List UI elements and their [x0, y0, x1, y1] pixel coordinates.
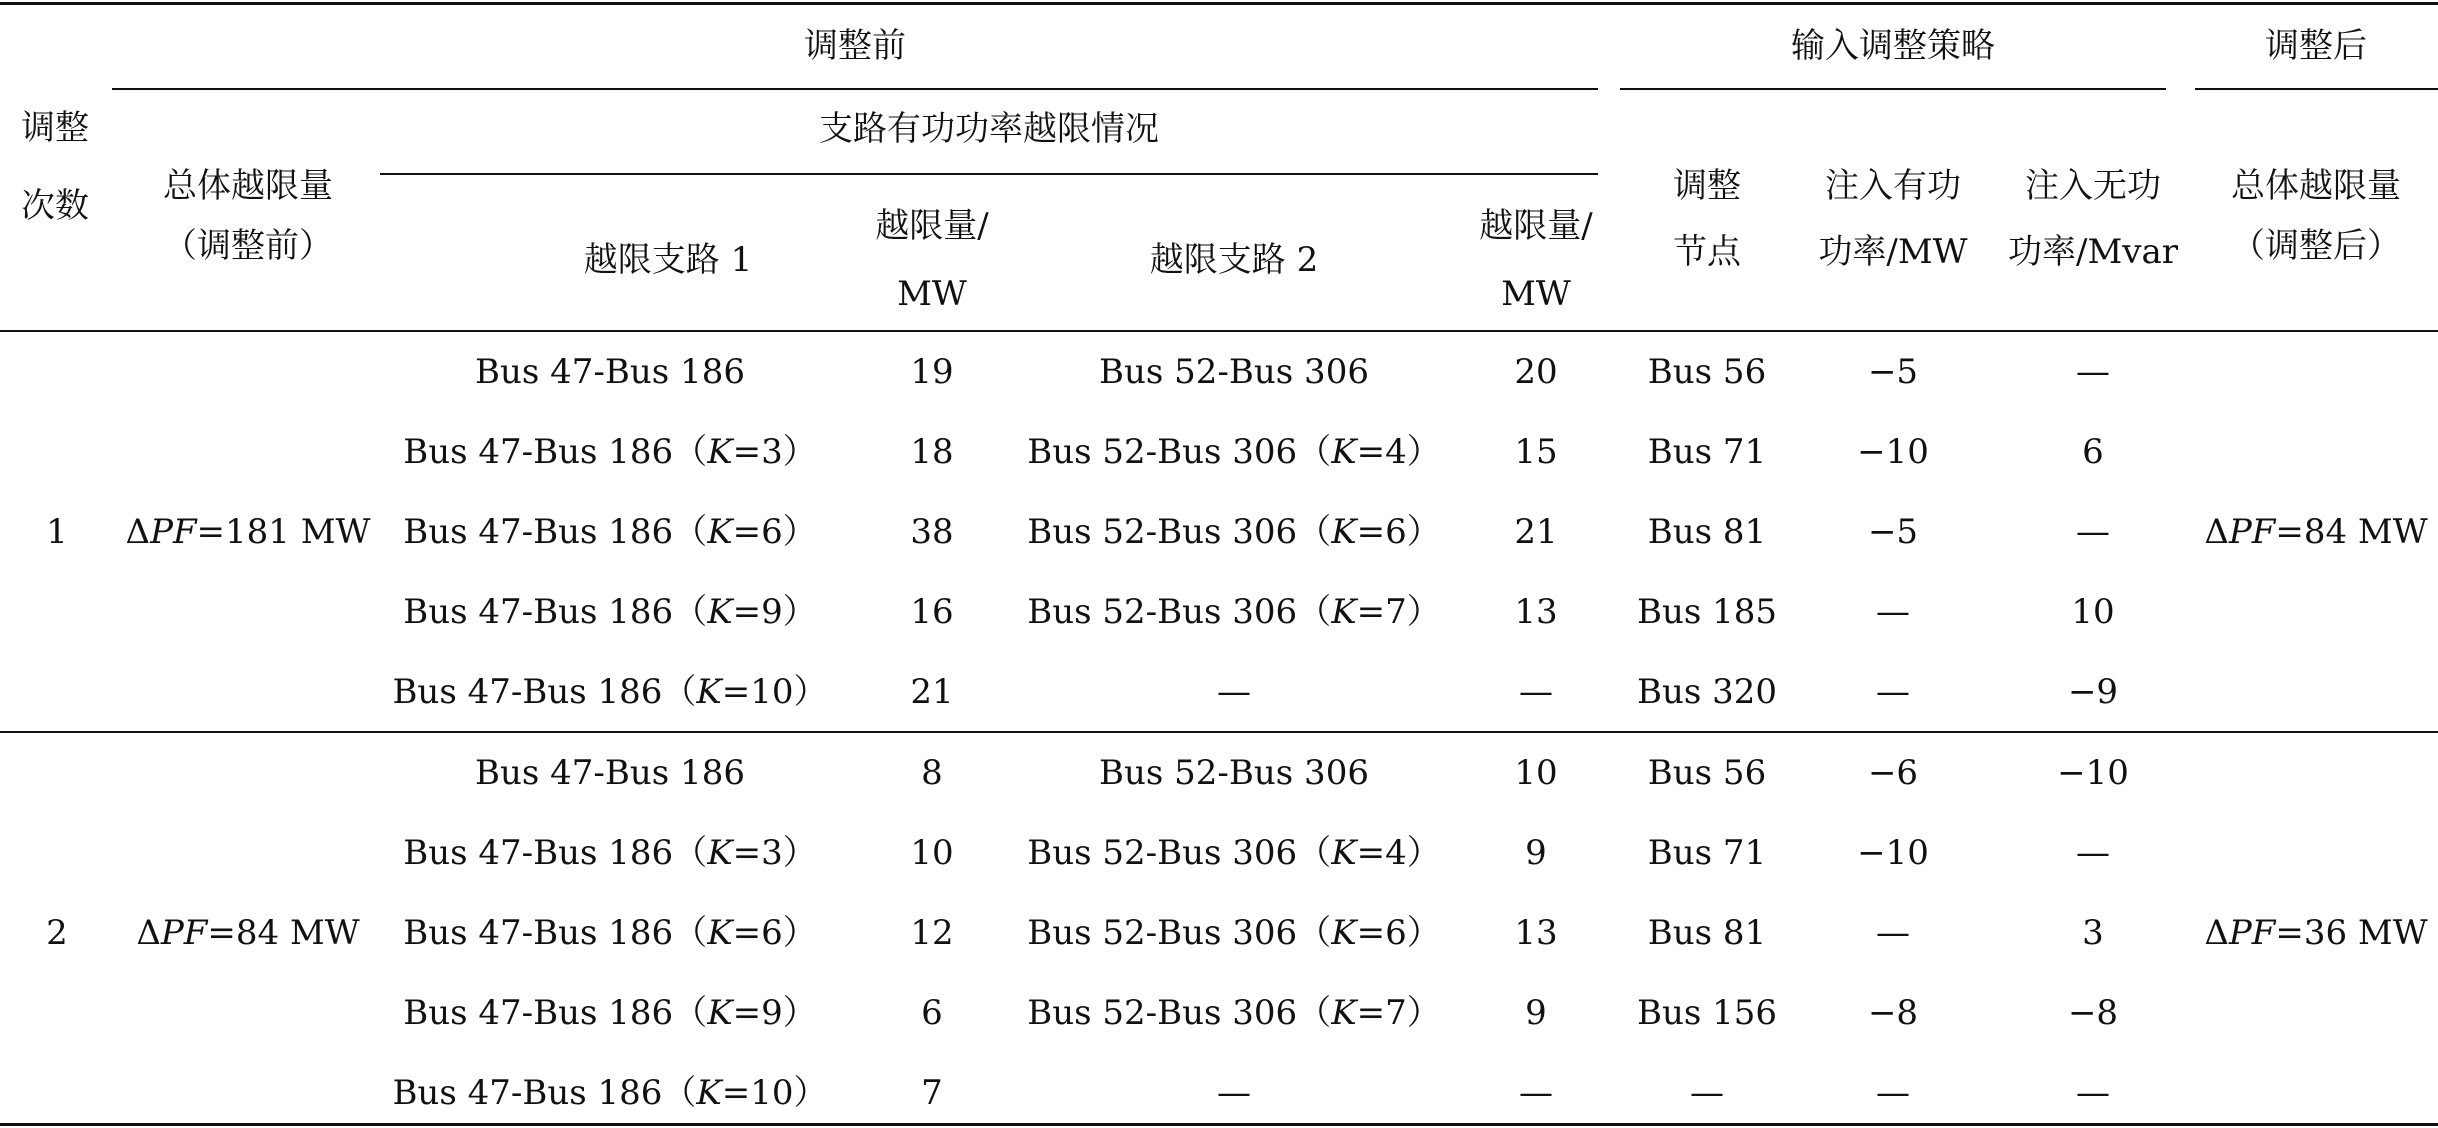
total-after-cell: ΔPF=84 MW — [2204, 512, 2428, 552]
header-branch-overlimit: 支路有功功率越限情况 — [819, 109, 1159, 149]
branch1-cell: Bus 47-Bus 186（K=6） — [403, 913, 817, 953]
branch2-cell: — — [1217, 672, 1251, 712]
node-cell: Bus 320 — [1636, 672, 1778, 712]
amount1-cell: 10 — [910, 833, 954, 873]
q-inject-cell: — — [2076, 352, 2110, 392]
branch1-cell: Bus 47-Bus 186（K=10） — [392, 1073, 828, 1113]
amount1-cell: 18 — [910, 432, 954, 472]
branch2-cell: Bus 52-Bus 306（K=7） — [1027, 592, 1441, 632]
branch2-cell: Bus 52-Bus 306（K=7） — [1027, 993, 1441, 1033]
node-cell: Bus 156 — [1636, 993, 1778, 1033]
p-inject-cell: −10 — [1857, 833, 1929, 873]
amount2-cell: 9 — [1525, 993, 1547, 1033]
round-number-cell: 1 — [46, 512, 68, 552]
branch1-cell: Bus 47-Bus 186（K=10） — [392, 672, 828, 712]
q-inject-cell: 10 — [2071, 592, 2115, 632]
amount1-cell: 6 — [921, 993, 943, 1033]
total-before-cell: ΔPF=84 MW — [136, 913, 360, 953]
round-number-cell: 2 — [46, 913, 68, 953]
amount1-cell: 21 — [910, 672, 954, 712]
amount1-cell: 16 — [910, 592, 954, 632]
branch1-cell: Bus 47-Bus 186 — [475, 352, 745, 392]
q-inject-cell: −9 — [2067, 672, 2119, 712]
p-inject-cell: −8 — [1867, 993, 1919, 1033]
header-strategy: 输入调整策略 — [1791, 26, 1995, 66]
q-inject-cell: — — [2076, 1073, 2110, 1113]
node-cell: — — [1690, 1073, 1724, 1113]
header-bottom-rule — [0, 330, 2438, 332]
node-cell: Bus 56 — [1647, 352, 1767, 392]
amount1-cell: 7 — [921, 1073, 943, 1113]
header-total-before-line2: （调整前） — [163, 226, 333, 266]
p-inject-cell: −5 — [1867, 512, 1919, 552]
q-inject-cell: −8 — [2067, 993, 2119, 1033]
total-before-cell: ΔPF=181 MW — [125, 512, 371, 552]
p-inject-cell: — — [1876, 592, 1910, 632]
header-amount2-line1: 越限量/ — [1479, 206, 1593, 246]
header-amount1-line2: MW — [897, 274, 967, 314]
node-cell: Bus 71 — [1647, 432, 1767, 472]
q-inject-cell: −10 — [2057, 753, 2129, 793]
node-cell: Bus 56 — [1647, 753, 1767, 793]
branch1-cell: Bus 47-Bus 186（K=3） — [403, 833, 817, 873]
p-inject-cell: −10 — [1857, 432, 1929, 472]
amount1-cell: 12 — [910, 913, 954, 953]
header-node-line1: 调整 — [1673, 166, 1741, 206]
table-bottom-rule — [0, 1123, 2438, 1126]
header-p-inject-line1: 注入有功 — [1825, 166, 1961, 206]
total-after-cell: ΔPF=36 MW — [2204, 913, 2428, 953]
after-group-rule — [2195, 88, 2438, 90]
header-total-after-line1: 总体越限量 — [2231, 166, 2401, 206]
amount2-cell: 20 — [1514, 352, 1558, 392]
branch2-cell: Bus 52-Bus 306（K=6） — [1027, 512, 1441, 552]
branch2-cell: Bus 52-Bus 306（K=6） — [1027, 913, 1441, 953]
branch1-cell: Bus 47-Bus 186（K=6） — [403, 512, 817, 552]
header-total-before-line1: 总体越限量 — [163, 166, 333, 206]
branch2-cell: Bus 52-Bus 306 — [1099, 352, 1369, 392]
amount1-cell: 8 — [921, 753, 943, 793]
header-q-inject-line1: 注入无功 — [2025, 166, 2161, 206]
branch-overlimit-rule — [380, 173, 1598, 175]
branch2-cell: Bus 52-Bus 306（K=4） — [1027, 432, 1441, 472]
strategy-group-rule — [1620, 88, 2166, 90]
p-inject-cell: — — [1876, 672, 1910, 712]
branch2-cell: Bus 52-Bus 306 — [1099, 753, 1369, 793]
node-cell: Bus 81 — [1647, 512, 1767, 552]
table-top-rule — [0, 2, 2438, 5]
before-group-rule — [112, 88, 1598, 90]
branch1-cell: Bus 47-Bus 186 — [475, 753, 745, 793]
header-before: 调整前 — [804, 26, 906, 66]
node-cell: Bus 71 — [1647, 833, 1767, 873]
q-inject-cell: 3 — [2082, 913, 2104, 953]
header-amount2-line2: MW — [1501, 274, 1571, 314]
amount2-cell: — — [1519, 672, 1553, 712]
branch2-cell: Bus 52-Bus 306（K=4） — [1027, 833, 1441, 873]
header-branch2: 越限支路 2 — [1149, 240, 1319, 280]
header-p-inject-line2: 功率/MW — [1818, 232, 1968, 272]
header-node-line2: 节点 — [1673, 232, 1741, 272]
header-branch1: 越限支路 1 — [583, 240, 753, 280]
node-cell: Bus 81 — [1647, 913, 1767, 953]
q-inject-cell: 6 — [2082, 432, 2104, 472]
amount2-cell: 13 — [1514, 592, 1558, 632]
branch1-cell: Bus 47-Bus 186（K=3） — [403, 432, 817, 472]
amount2-cell: 21 — [1514, 512, 1558, 552]
p-inject-cell: — — [1876, 913, 1910, 953]
group-separator-rule — [0, 731, 2438, 733]
header-round-line2: 次数 — [21, 186, 89, 226]
branch1-cell: Bus 47-Bus 186（K=9） — [403, 592, 817, 632]
amount2-cell: 13 — [1514, 913, 1558, 953]
amount2-cell: 15 — [1514, 432, 1558, 472]
header-amount1-line1: 越限量/ — [875, 206, 989, 246]
header-q-inject-line2: 功率/Mvar — [2008, 232, 2178, 272]
node-cell: Bus 185 — [1636, 592, 1778, 632]
amount2-cell: 10 — [1514, 753, 1558, 793]
header-after: 调整后 — [2265, 26, 2367, 66]
p-inject-cell: — — [1876, 1073, 1910, 1113]
amount2-cell: — — [1519, 1073, 1553, 1113]
branch2-cell: — — [1217, 1073, 1251, 1113]
branch1-cell: Bus 47-Bus 186（K=9） — [403, 993, 817, 1033]
q-inject-cell: — — [2076, 833, 2110, 873]
amount2-cell: 9 — [1525, 833, 1547, 873]
p-inject-cell: −5 — [1867, 352, 1919, 392]
header-round-line1: 调整 — [21, 108, 89, 148]
p-inject-cell: −6 — [1867, 753, 1919, 793]
amount1-cell: 38 — [910, 512, 954, 552]
q-inject-cell: — — [2076, 512, 2110, 552]
header-total-after-line2: （调整后） — [2231, 226, 2401, 266]
amount1-cell: 19 — [910, 352, 954, 392]
